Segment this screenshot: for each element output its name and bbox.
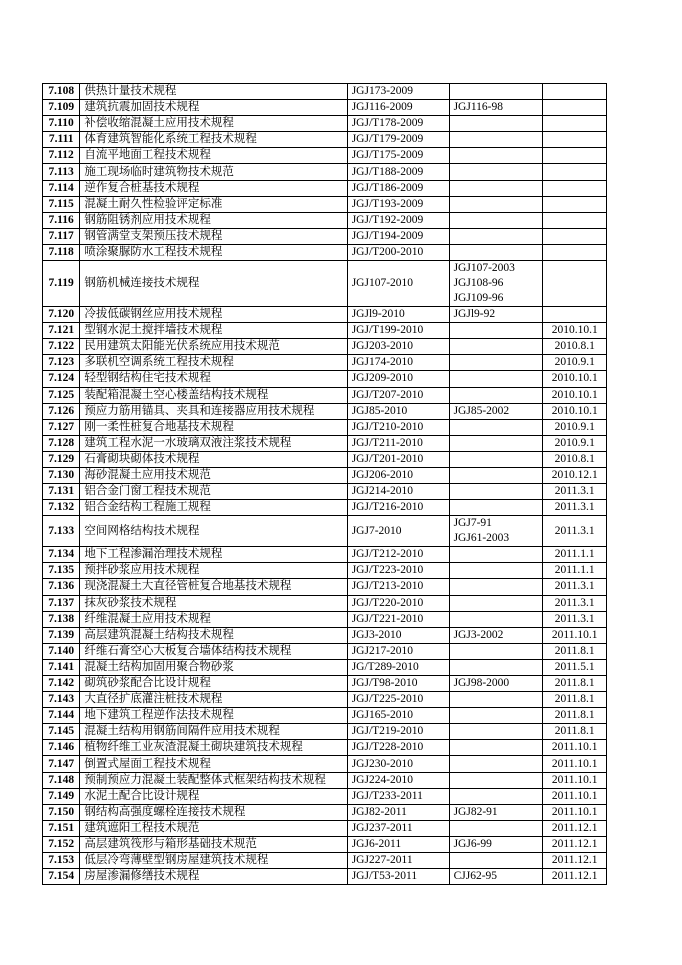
- effective-date: 2010.9.1: [543, 435, 607, 451]
- standard-code: JGJ107-2010: [347, 261, 449, 307]
- replaced-standards: [449, 788, 543, 804]
- row-number: 7.145: [43, 724, 80, 740]
- table-row: [43, 435, 607, 451]
- row-number: 7.124: [43, 371, 80, 387]
- replaced-standard-code: CJJ62-95: [453, 870, 498, 883]
- row-number: 7.114: [43, 180, 80, 196]
- standard-name: 钢结构高强度螺栓连接技术规程: [80, 804, 347, 820]
- row-number: 7.149: [43, 788, 80, 804]
- standard-code: JGJ/T188-2009: [347, 164, 449, 180]
- standard-code: JGJ85-2010: [347, 403, 449, 419]
- table-row: [43, 339, 607, 355]
- replaced-standards: [449, 804, 543, 820]
- table-row: [43, 836, 607, 852]
- effective-date: 2011.5.1: [543, 659, 607, 675]
- standard-code: JGJ/T219-2010: [347, 724, 449, 740]
- row-number: 7.147: [43, 756, 80, 772]
- standard-name: 水泥土配合比设计规程: [80, 788, 347, 804]
- standard-code: JGJ/T211-2010: [347, 435, 449, 451]
- table-row: [43, 853, 607, 869]
- standard-name: 喷涂聚脲防水工程技术规程: [80, 244, 347, 260]
- replaced-standards: [449, 595, 543, 611]
- standard-code: JGJ/T228-2010: [347, 740, 449, 756]
- standards-table-body: [43, 84, 607, 885]
- standard-name: 预应力筋用锚具、夹具和连接器应用技术规程: [80, 403, 347, 419]
- standard-name: 低层冷弯薄壁型钢房屋建筑技术规程: [80, 853, 347, 869]
- standard-code: JGJ82-2011: [347, 804, 449, 820]
- standard-code: JGJ165-2010: [347, 708, 449, 724]
- replaced-standards: [449, 772, 543, 788]
- standard-code: JGJ209-2010: [347, 371, 449, 387]
- replaced-standards: [449, 180, 543, 196]
- standard-name: 体育建筑智能化系统工程技术规程: [80, 132, 347, 148]
- table-row: [43, 132, 607, 148]
- replaced-standard-code: JGJ108-96: [453, 277, 504, 290]
- standard-name: 建筑工程水泥一水玻璃双液注浆技术规程: [80, 435, 347, 451]
- replaced-standards: [449, 261, 543, 307]
- table-row: [43, 788, 607, 804]
- replaced-standards: [449, 355, 543, 371]
- standard-name: 空间网格结构技术规程: [80, 516, 347, 547]
- standard-name: 轻型钢结构住宅技术规程: [80, 371, 347, 387]
- standard-name: 装配箱混凝土空心楼盖结构技术规程: [80, 387, 347, 403]
- effective-date: 2010.10.1: [543, 323, 607, 339]
- standard-name: 多联机空调系统工程技术规程: [80, 355, 347, 371]
- effective-date: 2011.8.1: [543, 692, 607, 708]
- effective-date: 2011.8.1: [543, 724, 607, 740]
- table-row: [43, 563, 607, 579]
- effective-date: 2011.12.1: [543, 853, 607, 869]
- row-number: 7.129: [43, 451, 80, 467]
- row-number: 7.128: [43, 435, 80, 451]
- effective-date: 2010.8.1: [543, 451, 607, 467]
- row-number: 7.123: [43, 355, 80, 371]
- standard-code: JGJ/T221-2010: [347, 611, 449, 627]
- replaced-standards: [449, 643, 543, 659]
- standard-name: 混凝土结构用钢筋间隔件应用技术规程: [80, 724, 347, 740]
- replaced-standard-code: JGJ61-2003: [453, 532, 510, 545]
- replaced-standards: [449, 419, 543, 435]
- standard-code: JGJ/T216-2010: [347, 500, 449, 516]
- replaced-standards: [449, 724, 543, 740]
- standard-name: 供热计量技术规程: [80, 84, 347, 100]
- effective-date: 2010.12.1: [543, 467, 607, 483]
- table-row: [43, 547, 607, 563]
- replaced-standards: [449, 339, 543, 355]
- replaced-standards: [449, 547, 543, 563]
- standard-name: 高层建筑混凝土结构技术规程: [80, 627, 347, 643]
- effective-date: 2011.3.1: [543, 595, 607, 611]
- effective-date: 2010.9.1: [543, 355, 607, 371]
- replaced-standards: [449, 148, 543, 164]
- row-number: 7.127: [43, 419, 80, 435]
- effective-date: [543, 132, 607, 148]
- row-number: 7.154: [43, 869, 80, 885]
- row-number: 7.126: [43, 403, 80, 419]
- standard-code: JGJ/T213-2010: [347, 579, 449, 595]
- effective-date: 2010.10.1: [543, 387, 607, 403]
- row-number: 7.109: [43, 100, 80, 116]
- standard-name: 现浇混凝土大直径管桩复合地基技术规程: [80, 579, 347, 595]
- effective-date: 2011.10.1: [543, 756, 607, 772]
- effective-date: [543, 212, 607, 228]
- standard-code: JGJ116-2009: [347, 100, 449, 116]
- replaced-standards: [449, 132, 543, 148]
- standard-name: 建筑遮阳工程技术规范: [80, 820, 347, 836]
- effective-date: 2011.12.1: [543, 820, 607, 836]
- row-number: 7.130: [43, 467, 80, 483]
- effective-date: [543, 228, 607, 244]
- replaced-standard-code: JGJl9-92: [453, 308, 496, 321]
- row-number: 7.115: [43, 196, 80, 212]
- table-row: [43, 740, 607, 756]
- row-number: 7.137: [43, 595, 80, 611]
- row-number: 7.151: [43, 820, 80, 836]
- replaced-standards: [449, 244, 543, 260]
- effective-date: 2011.8.1: [543, 708, 607, 724]
- standard-name: 混凝土耐久性检验评定标准: [80, 196, 347, 212]
- standard-code: JGJ/T223-2010: [347, 563, 449, 579]
- effective-date: [543, 100, 607, 116]
- standard-name: 逆作复合桩基技术规程: [80, 180, 347, 196]
- replaced-standard-code: JGJ98-2000: [453, 677, 510, 690]
- standard-code: JGJ/T220-2010: [347, 595, 449, 611]
- replaced-standard-code: JGJ109-96: [453, 292, 504, 305]
- effective-date: 2011.12.1: [543, 836, 607, 852]
- effective-date: [543, 180, 607, 196]
- row-number: 7.139: [43, 627, 80, 643]
- table-row: [43, 579, 607, 595]
- row-number: 7.113: [43, 164, 80, 180]
- replaced-standards: [449, 579, 543, 595]
- table-row: [43, 500, 607, 516]
- replaced-standards: [449, 627, 543, 643]
- standard-name: 钢筋阻锈剂应用技术规程: [80, 212, 347, 228]
- effective-date: 2011.1.1: [543, 547, 607, 563]
- table-row: [43, 387, 607, 403]
- table-row: [43, 516, 607, 547]
- standard-name: 植物纤维工业灰渣混凝土砌块建筑技术规程: [80, 740, 347, 756]
- table-row: [43, 419, 607, 435]
- standard-code: JGJ/T225-2010: [347, 692, 449, 708]
- replaced-standards: [449, 676, 543, 692]
- table-row: [43, 724, 607, 740]
- row-number: 7.117: [43, 228, 80, 244]
- replaced-standards: [449, 500, 543, 516]
- table-row: [43, 84, 607, 100]
- effective-date: 2010.10.1: [543, 403, 607, 419]
- replaced-standards: [449, 853, 543, 869]
- standard-name: 抹灰砂浆技术规程: [80, 595, 347, 611]
- table-row: [43, 756, 607, 772]
- replaced-standards: [449, 869, 543, 885]
- replaced-standards: [449, 116, 543, 132]
- standard-code: JGJ/T194-2009: [347, 228, 449, 244]
- row-number: 7.131: [43, 484, 80, 500]
- effective-date: 2011.3.1: [543, 500, 607, 516]
- effective-date: 2011.10.1: [543, 788, 607, 804]
- standard-name: 石膏砌块砌体技术规程: [80, 451, 347, 467]
- standard-name: 钢筋机械连接技术规程: [80, 261, 347, 307]
- row-number: 7.118: [43, 244, 80, 260]
- replaced-standards: [449, 451, 543, 467]
- standard-code: JGJ/T210-2010: [347, 419, 449, 435]
- row-number: 7.152: [43, 836, 80, 852]
- standard-name: 民用建筑太阳能光伏系统应用技术规范: [80, 339, 347, 355]
- effective-date: [543, 196, 607, 212]
- replaced-standards: [449, 563, 543, 579]
- replaced-standards: [449, 403, 543, 419]
- replaced-standards: [449, 323, 543, 339]
- table-row: [43, 196, 607, 212]
- standard-code: JGJ/T199-2010: [347, 323, 449, 339]
- standard-name: 倒置式屋面工程技术规程: [80, 756, 347, 772]
- row-number: 7.143: [43, 692, 80, 708]
- effective-date: [543, 244, 607, 260]
- row-number: 7.116: [43, 212, 80, 228]
- table-row: [43, 451, 607, 467]
- row-number: 7.134: [43, 547, 80, 563]
- effective-date: 2011.10.1: [543, 740, 607, 756]
- row-number: 7.132: [43, 500, 80, 516]
- table-row: [43, 772, 607, 788]
- replaced-standard-code: JGJ6-99: [453, 837, 492, 850]
- replaced-standards: [449, 196, 543, 212]
- standard-code: JGJ/T53-2011: [347, 869, 449, 885]
- standard-code: JGJ7-2010: [347, 516, 449, 547]
- standard-code: JGJ/T193-2009: [347, 196, 449, 212]
- standard-code: JGJ174-2010: [347, 355, 449, 371]
- table-row: [43, 355, 607, 371]
- standard-code: JGJ214-2010: [347, 484, 449, 500]
- table-row: [43, 676, 607, 692]
- replaced-standards: [449, 100, 543, 116]
- table-row: [43, 228, 607, 244]
- standards-table: [42, 83, 607, 885]
- table-row: [43, 467, 607, 483]
- row-number: 7.142: [43, 676, 80, 692]
- effective-date: [543, 84, 607, 100]
- row-number: 7.138: [43, 611, 80, 627]
- standard-code: JGJ/T207-2010: [347, 387, 449, 403]
- effective-date: [543, 116, 607, 132]
- table-row: [43, 484, 607, 500]
- row-number: 7.144: [43, 708, 80, 724]
- replaced-standards: [449, 371, 543, 387]
- effective-date: [543, 148, 607, 164]
- table-row: [43, 100, 607, 116]
- effective-date: [543, 307, 607, 323]
- row-number: 7.153: [43, 853, 80, 869]
- replaced-standards: [449, 164, 543, 180]
- standard-code: JG/T289-2010: [347, 659, 449, 675]
- row-number: 7.122: [43, 339, 80, 355]
- standard-code: JGJ217-2010: [347, 643, 449, 659]
- standard-code: JGJ/T178-2009: [347, 116, 449, 132]
- replaced-standards: [449, 484, 543, 500]
- standard-name: 纤维石膏空心大板复合墙体结构技术规程: [80, 643, 347, 659]
- row-number: 7.119: [43, 261, 80, 307]
- standard-code: JGJ227-2011: [347, 853, 449, 869]
- standard-name: 预拌砂浆应用技术规程: [80, 563, 347, 579]
- standard-name: 海砂混凝土应用技术规范: [80, 467, 347, 483]
- standard-name: 地下工程渗漏治理技术规程: [80, 547, 347, 563]
- table-row: [43, 244, 607, 260]
- standard-name: 大直径扩底灌注桩技术规程: [80, 692, 347, 708]
- table-row: [43, 261, 607, 307]
- replaced-standards: [449, 435, 543, 451]
- replaced-standard-code: JGJ3-2002: [453, 628, 504, 641]
- table-row: [43, 371, 607, 387]
- standard-code: JGJ230-2010: [347, 756, 449, 772]
- standard-code: JGJ/T201-2010: [347, 451, 449, 467]
- table-row: [43, 403, 607, 419]
- row-number: 7.110: [43, 116, 80, 132]
- row-number: 7.120: [43, 307, 80, 323]
- standard-code: JGJ3-2010: [347, 627, 449, 643]
- standard-name: 型钢水泥土搅拌墙技术规程: [80, 323, 347, 339]
- standard-code: JGJ/T179-2009: [347, 132, 449, 148]
- effective-date: 2011.8.1: [543, 643, 607, 659]
- standard-name: 钢管满堂支架预压技术规程: [80, 228, 347, 244]
- replaced-standards: [449, 611, 543, 627]
- standard-code: JGJ/T200-2010: [347, 244, 449, 260]
- table-row: [43, 804, 607, 820]
- replaced-standards: [449, 659, 543, 675]
- replaced-standards: [449, 820, 543, 836]
- effective-date: [543, 261, 607, 307]
- table-row: [43, 869, 607, 885]
- standard-code: JGJ/T192-2009: [347, 212, 449, 228]
- standard-name: 建筑抗震加固技术规程: [80, 100, 347, 116]
- standard-name: 混凝土结构加固用聚合物砂浆: [80, 659, 347, 675]
- replaced-standard-code: JGJ85-2002: [453, 404, 510, 417]
- row-number: 7.146: [43, 740, 80, 756]
- standard-code: JGJ173-2009: [347, 84, 449, 100]
- table-row: [43, 643, 607, 659]
- replaced-standards: [449, 516, 543, 547]
- replaced-standard-code: JGJ116-98: [453, 101, 503, 114]
- table-row: [43, 212, 607, 228]
- table-row: [43, 708, 607, 724]
- standard-name: 地下建筑工程逆作法技术规程: [80, 708, 347, 724]
- standard-name: 纤维混凝土应用技术规程: [80, 611, 347, 627]
- effective-date: 2011.3.1: [543, 484, 607, 500]
- replaced-standards: [449, 740, 543, 756]
- standard-code: JGJ6-2011: [347, 836, 449, 852]
- effective-date: 2010.10.1: [543, 371, 607, 387]
- standard-code: JGJ203-2010: [347, 339, 449, 355]
- standard-code: JGJ/T98-2010: [347, 676, 449, 692]
- replaced-standards: [449, 387, 543, 403]
- row-number: 7.141: [43, 659, 80, 675]
- standard-code: JGJl9-2010: [347, 307, 449, 323]
- effective-date: [543, 164, 607, 180]
- effective-date: 2011.3.1: [543, 579, 607, 595]
- effective-date: 2011.3.1: [543, 611, 607, 627]
- standard-code: JGJ224-2010: [347, 772, 449, 788]
- row-number: 7.140: [43, 643, 80, 659]
- standard-code: JGJ/T233-2011: [347, 788, 449, 804]
- replaced-standards: [449, 836, 543, 852]
- row-number: 7.150: [43, 804, 80, 820]
- table-row: [43, 820, 607, 836]
- effective-date: 2011.12.1: [543, 869, 607, 885]
- standard-name: 冷拔低碳钢丝应用技术规程: [80, 307, 347, 323]
- table-row: [43, 116, 607, 132]
- replaced-standard-code: JGJ82-91: [453, 805, 498, 818]
- effective-date: 2010.9.1: [543, 419, 607, 435]
- table-row: [43, 595, 607, 611]
- replaced-standards: [449, 708, 543, 724]
- replaced-standards: [449, 467, 543, 483]
- standard-name: 施工现场临时建筑物技术规范: [80, 164, 347, 180]
- table-row: [43, 692, 607, 708]
- effective-date: 2011.8.1: [543, 676, 607, 692]
- table-row: [43, 164, 607, 180]
- standard-name: 铝合金门窗工程技术规范: [80, 484, 347, 500]
- row-number: 7.133: [43, 516, 80, 547]
- effective-date: 2011.10.1: [543, 804, 607, 820]
- table-row: [43, 611, 607, 627]
- table-row: [43, 148, 607, 164]
- table-row: [43, 323, 607, 339]
- effective-date: 2011.1.1: [543, 563, 607, 579]
- row-number: 7.112: [43, 148, 80, 164]
- table-row: [43, 659, 607, 675]
- table-row: [43, 627, 607, 643]
- row-number: 7.125: [43, 387, 80, 403]
- effective-date: 2010.8.1: [543, 339, 607, 355]
- replaced-standards: [449, 756, 543, 772]
- replaced-standards: [449, 692, 543, 708]
- standard-name: 自流平地面工程技术规程: [80, 148, 347, 164]
- effective-date: 2011.3.1: [543, 516, 607, 547]
- standard-code: JGJ/T186-2009: [347, 180, 449, 196]
- standard-code: JGJ/T175-2009: [347, 148, 449, 164]
- replaced-standard-code: JGJ107-2003: [453, 262, 515, 275]
- standard-name: 房屋渗漏修缮技术规程: [80, 869, 347, 885]
- standard-code: JGJ237-2011: [347, 820, 449, 836]
- row-number: 7.108: [43, 84, 80, 100]
- standard-name: 刚一柔性桩复合地基技术规程: [80, 419, 347, 435]
- replaced-standard-code: JGJ7-91: [453, 517, 492, 530]
- row-number: 7.148: [43, 772, 80, 788]
- replaced-standards: [449, 84, 543, 100]
- row-number: 7.136: [43, 579, 80, 595]
- standard-name: 补偿收缩混凝土应用技术规程: [80, 116, 347, 132]
- standard-name: 铝合金结构工程施工规程: [80, 500, 347, 516]
- table-row: [43, 307, 607, 323]
- standard-name: 高层建筑筏形与箱形基础技术规范: [80, 836, 347, 852]
- replaced-standards: [449, 228, 543, 244]
- table-row: [43, 180, 607, 196]
- row-number: 7.111: [43, 132, 80, 148]
- standard-code: JGJ/T212-2010: [347, 547, 449, 563]
- row-number: 7.135: [43, 563, 80, 579]
- effective-date: 2011.10.1: [543, 772, 607, 788]
- standard-code: JGJ206-2010: [347, 467, 449, 483]
- replaced-standards: [449, 307, 543, 323]
- effective-date: 2011.10.1: [543, 627, 607, 643]
- standard-name: 砌筑砂浆配合比设计规程: [80, 676, 347, 692]
- standard-name: 预制预应力混凝土装配整体式框架结构技术规程: [80, 772, 347, 788]
- replaced-standards: [449, 212, 543, 228]
- row-number: 7.121: [43, 323, 80, 339]
